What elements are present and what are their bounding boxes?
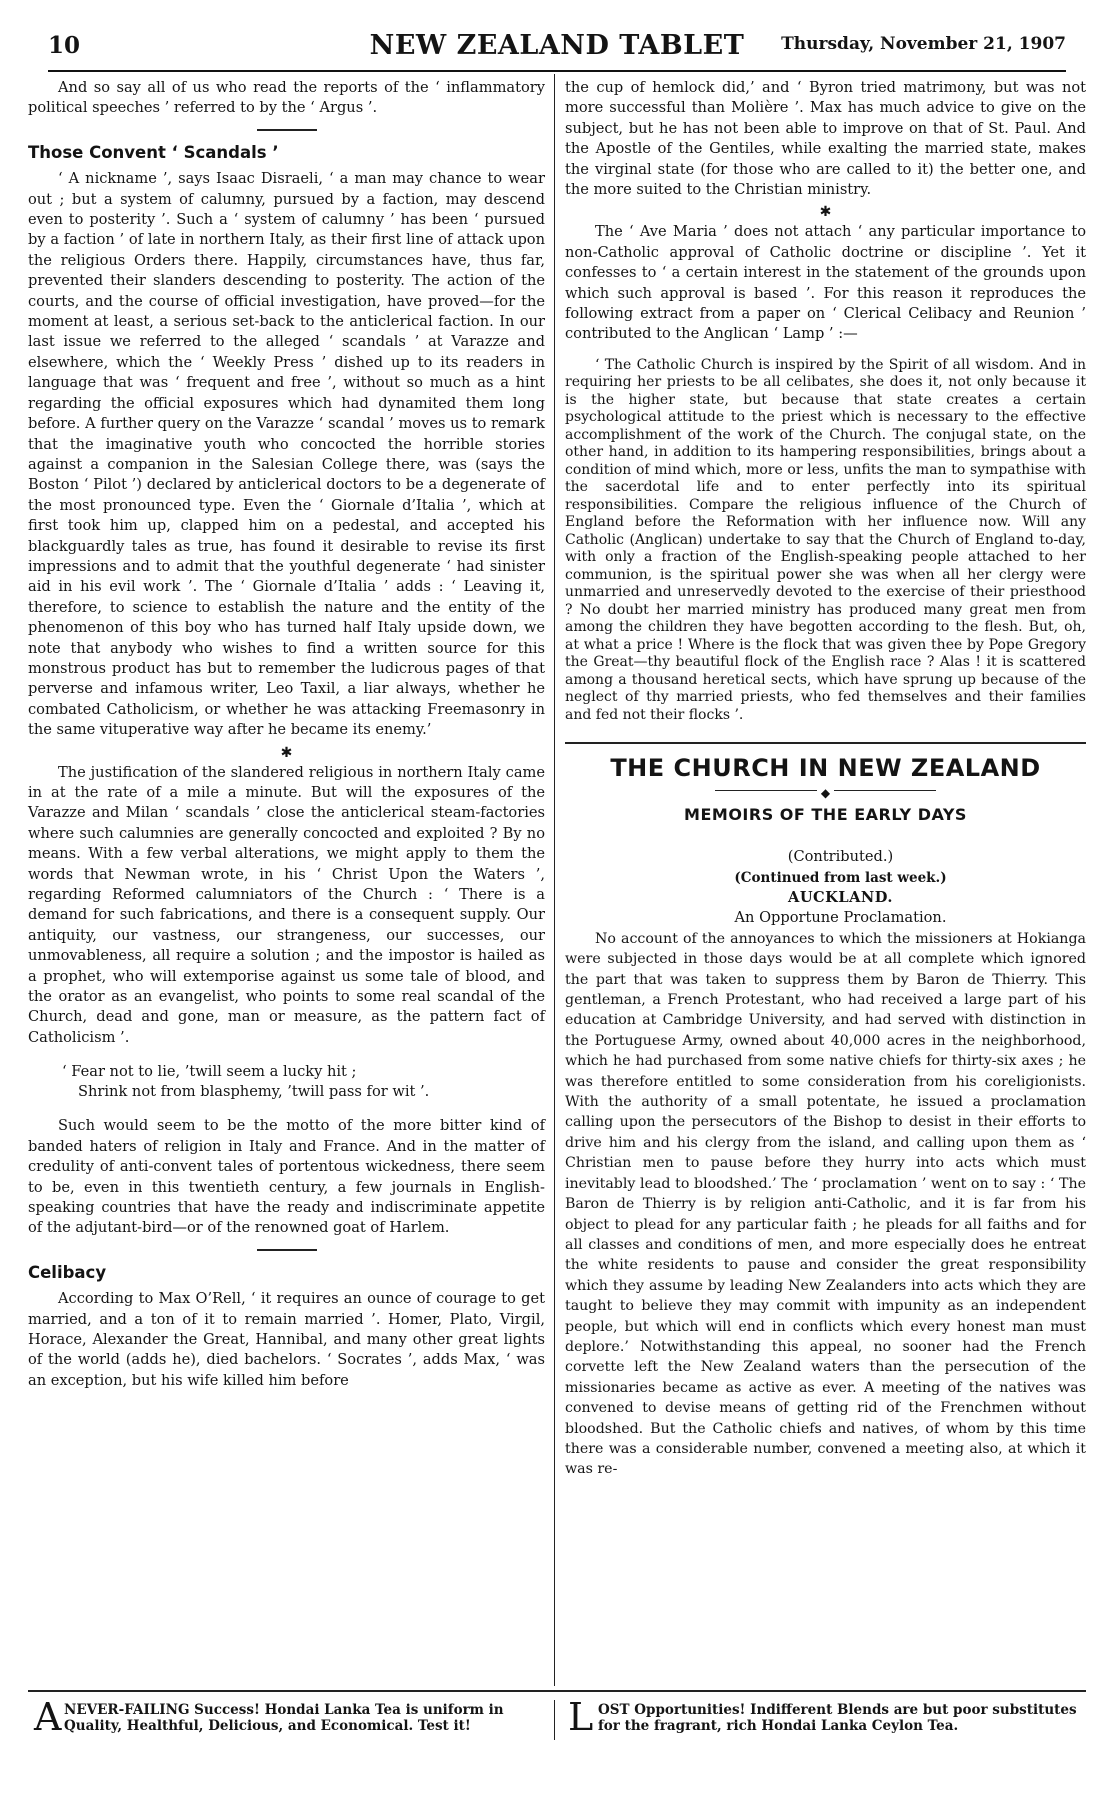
footer-rule [28, 1690, 1086, 1692]
star-separator: ✱ [280, 744, 293, 761]
church-article [565, 929, 1086, 1480]
verse-quote [62, 1062, 545, 1102]
convent-paragraph-2: The justification of the slandered religious in northern Italy came in at the rate of a mile a minute. But will the exposures of the Varazze and Milan ‘ scandals ’ close the anticlerical steam-factories where such calumnies are generally concocted and exploited ? By no means. With a few verbal alterations, we might apply to them the words that Newman wrote, in his ‘ Christ Upon the Waters ’, regarding Reformed calumniators of the Church : ‘ There is a demand for such fabrications, and there is a consequent supply. Our antiquity, our vastness, our strangeness, our successes, our unmovableness, all require a solution ; and the impostor is hailed as a prophet, who will extemporise against us some tale of blood, and the orator as an evangelist, who points to some real scandal of the Church, dead and gone, man or measure, as the pattern fact of Catholicism ’. [28, 763, 545, 1046]
diamond-icon: ◆ [817, 786, 834, 800]
continued-note: (Continued from last week.) [734, 869, 947, 886]
drop-cap: L [568, 1695, 594, 1739]
lamp-quotation [565, 357, 1086, 725]
masthead-rule [48, 70, 1066, 72]
right-column [565, 78, 1086, 1683]
heading-ornament [565, 783, 1086, 800]
intro-paragraph: And so say all of us who read the reports of the ‘ inflammatory political speeches ’ referred to by the ‘ Argus ’. [28, 79, 545, 117]
publication-title: NEW ZEALAND TABLET [369, 30, 745, 61]
section-heading-convent-scandals: Those Convent ‘ Scandals ’ [28, 142, 279, 162]
convent-paragraph-1: ‘ A nickname ’, says Isaac Disraeli, ‘ a man may chance to wear out ; but a system of calumny, pursued by a faction, may descend even to posterity ’. Such a ‘ system of calumny ’ has been ‘ pursued by a faction ’ of late in northern Italy, as their first line of attack upon the religious Orders there. Happily, circumstances have, thus far, prevented their slanders descending to posterity. The action of the courts, and the course of official investigation, have proved—for the moment at least, a serious set-back to the anticlerical faction. In our last issue we referred to the alleged ‘ scandals ’ at Varazze and elsewhere, which the ‘ Weekly Press ’ dished up to its readers in language that was ‘ frequent and free ’, without so much as a hint regarding the official exposures which had dynamited them long before. A further query on the Varazze ‘ scandal ’ moves us to remark that the imaginative youth who concocted the horrible stories against a companion in the Salesian College there, was (says the Boston ‘ Pilot ’) declared by anticlerical doctors to be a degenerate of the most pronounced type. Even the ‘ Giornale d’Italia ’, which at first took him up, clapped him on a pedestal, and accepted his blackguardly tales as true, has found it desirable to revise its first impressions and to admit that the youthful degenerate ‘ had sinister aid in his evil work ’. The ‘ Giornale d’Italia ’ adds : ‘ Leaving it, therefore, to science to establish the nature and the entity of the phenomenon of this boy who has turned half Italy upside down, we note that anybody who wishes to find a written source for this monstrous product has but to remember the ludicrous pages of that perverse and infamous writer, Leo Taxil, a liar always, whether he combated Catholicism, or whether he was attacking Freemasonry in the same vituperative way after he became its enemy.’ [28, 170, 545, 739]
section-heading-celibacy: Celibacy [28, 1262, 107, 1282]
proclamation-title: An Opportune Proclamation. [734, 909, 947, 927]
tea-advert-left [34, 1695, 546, 1744]
left-column [28, 78, 545, 1683]
ave-maria-paragraph: The ‘ Ave Maria ’ does not attach ‘ any particular importance to non-Catholic approval of Catholic doctrine or discipline ’. Yet it confesses to ‘ a certain interest in the statement of the grounds upon which such approval is based ’. For this reason it reproduces the following extract from a paper on ‘ Clerical Celibacy and Reunion ’ contributed to the Anglican ‘ Lamp ’ :— [565, 223, 1086, 343]
memoirs-subheading: MEMOIRS OF THE EARLY DAYS [684, 804, 967, 824]
section-rule [257, 1249, 317, 1251]
page-number: 10 [48, 32, 81, 59]
star-separator: ✱ [819, 204, 832, 221]
advert-divider [554, 1700, 555, 1740]
convent-paragraph-3: Such would seem to be the motto of the more bitter kind of banded haters of religion in Italy and France. And in the matter of credulity of anti-convent tales of portentous wickedness, there seem to be, even in this twentieth century, a few journals in English-speaking countries that have the ready and indiscriminate appetite of the adjutant-bird—or of the renowned goat of Harlem. [28, 1117, 545, 1237]
column-divider [554, 74, 555, 1686]
advert-text: NEVER-FAILING Success! Hondai Lanka Tea is uniform in Quality, Healthful, Delicious, and Economical. Test it! [64, 1702, 504, 1734]
lamp-quote-paragraph: ‘ The Catholic Church is inspired by the Spirit of all wisdom. And in requiring her priests to be all celibates, she does it, not only because it is the higher state, but because that state creates a certain psychological attitude to the priest which is necessary to the effective accomplishment of the work of the Church. The conjugal state, on the other hand, in addition to its hampering responsibilities, brings about a condition of mind which, more or less, unfits the man to sympathise with the sacerdotal life and to enter perfectly into its spiritual responsibilities. Compare the religious influence of the Church of England before the Reformation with her influence now. Will any Catholic (Anglican) undertake to say that the Church of England to-day, with only a fraction of the English-speaking people attached to her communion, is the spiritual power she was when all her clergy were unmarried and unreservedly devoted to the exercise of their priesthood ? No doubt her married ministry has produced many great men from among the children they have begotten according to the flesh. But, oh, at what a price ! Where is the flock that was given thee by Pope Gregory the Great—thy beautiful flock of the English race ? Alas ! it is scattered among a thousand heretical sects, which have sprung up because of the neglect of thy married priests, who fed themselves and their families and fed not their flocks ’. [565, 356, 1086, 723]
celibacy-continuation: the cup of hemlock did,’ and ‘ Byron tried matrimony, but was not more successful than Molière ’. Max has much advice to give on the subject, but he has not been able to improve on that of St. Paul. And the Apostle of the Gentiles, while exalting the married state, makes the virginal state (for those who are called to it) the better one, and the more suited to the Christian ministry. [565, 79, 1086, 199]
advert-text: OST Opportunities! Indifferent Blends are but poor substitutes for the fragrant, rich Hondai Lanka Ceylon Tea. [598, 1702, 1077, 1734]
article-paragraph: No account of the annoyances to which the missioners at Hokianga were subjected in those days would be at all complete which ignored the part that was taken to suppress them by Baron de Thierry. This gentleman, a French Protestant, who had received a large part of his education at Cambridge University, and had served with distinction in the Portuguese Army, owned about 40,000 acres in the neighborhood, which he had purchased from some native chiefs for thirty-six axes ; he was therefore entitled to some consideration from his coreligionists. With the authority of a small potentate, he issued a proclamation calling upon the persecutors of the Bishop to desist in their efforts to drive him and his clergy from the island, and calling upon them as ‘ Christian men to pause before they hurry into acts which must inevitably lead to bloodshed.’ The ‘ proclamation ’ went on to say : ‘ The Baron de Thierry is by religion anti-Catholic, and it is far from his object to plead for any particular faith ; he pleads for all faiths and for all classes and conditions of men, and more especially does he entreat the white residents to pause and consider the great responsibility which they assume by leading New Zealanders into acts which they are taught to believe they may commit with impunity as an independent people, but which will end in conflicts which every honest man must deplore.’ Notwithstanding this appeal, no sooner had the French corvette left the New Zealand waters than the persecution of the missionaries became as active as ever. A meeting of the natives was convened to devise means of getting rid of the Frenchmen without bloodshed. But the Catholic chiefs and natives, of whom by this time there was a considerable number, convened a meeting also, at which it was re- [565, 930, 1086, 1478]
issue-date: Thursday, November 21, 1907 [781, 34, 1066, 54]
verse-line: ‘ Fear not to lie, ’twill seem a lucky hit ; [62, 1063, 357, 1081]
place-heading: AUCKLAND. [788, 889, 893, 906]
church-in-nz-heading: THE CHURCH IN NEW ZEALAND [610, 754, 1041, 783]
contributed-note: (Contributed.) [787, 848, 894, 866]
section-rule [565, 742, 1086, 744]
section-rule [257, 129, 317, 131]
verse-line: Shrink not from blasphemy, ’twill pass for wit ’. [78, 1083, 430, 1101]
drop-cap: A [34, 1695, 62, 1739]
celibacy-paragraph-1: According to Max O’Rell, ‘ it requires an ounce of courage to get married, and a ton of it to remain married ’. Homer, Plato, Virgil, Horace, Alexander the Great, Hannibal, and many other great lights of the world (adds he), died bachelors. ‘ Socrates ’, adds Max, ‘ was an exception, but his wife killed him before [28, 1290, 545, 1389]
masthead [48, 30, 1066, 64]
tea-advert-right [568, 1695, 1080, 1744]
